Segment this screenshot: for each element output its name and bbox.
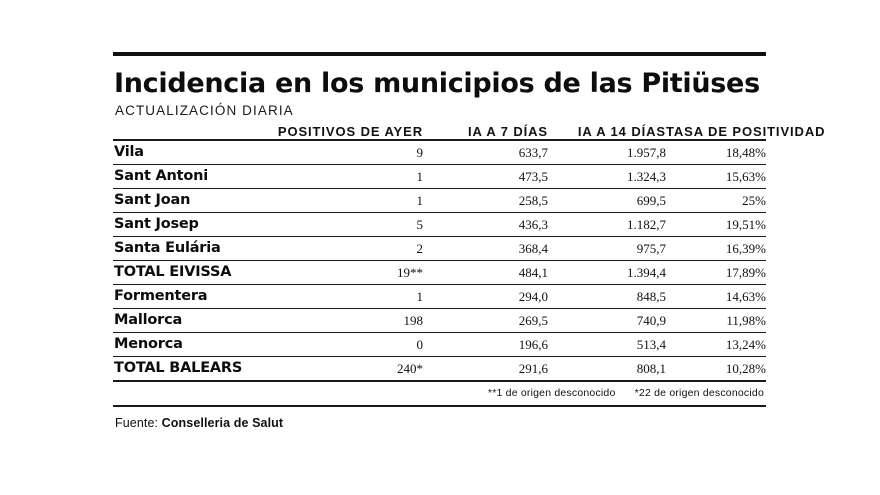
cell-ia14: 848,5 xyxy=(548,285,666,309)
cell-ia14: 1.957,8 xyxy=(548,140,666,165)
table-header xyxy=(113,124,826,140)
cell-ia7: 258,5 xyxy=(423,189,548,213)
cell-ia7: 368,4 xyxy=(423,237,548,261)
cell-municipality: Menorca xyxy=(113,333,263,357)
column-header-positivos: POSITIVOS DE AYER xyxy=(277,124,423,140)
cell-ia7: 196,6 xyxy=(423,333,548,357)
cell-tasa: 11,98% xyxy=(666,309,766,333)
cell-positivos: 1 xyxy=(263,189,423,213)
cell-tasa: 14,63% xyxy=(666,285,766,309)
cell-ia7: 473,5 xyxy=(423,165,548,189)
table-row-total-balears xyxy=(113,357,766,381)
table-header-row xyxy=(113,124,766,140)
cell-positivos: 2 xyxy=(263,237,423,261)
footnote-two: *22 de origen desconocido xyxy=(634,387,764,400)
footnotes xyxy=(113,382,766,405)
cell-ia7: 294,0 xyxy=(423,285,548,309)
cell-tasa: 19,51% xyxy=(666,213,766,237)
table-row xyxy=(113,189,766,213)
cell-ia14: 513,4 xyxy=(548,333,666,357)
table-body xyxy=(113,140,766,380)
cell-tasa: 15,63% xyxy=(666,165,766,189)
cell-positivos: 1 xyxy=(263,165,423,189)
table-row xyxy=(113,237,766,261)
table-row xyxy=(113,140,766,165)
footnote-one: **1 de origen desconocido xyxy=(487,387,616,400)
cell-positivos: 240* xyxy=(263,357,423,381)
cell-positivos: 19** xyxy=(263,261,423,285)
cell-municipality: Sant Joan xyxy=(113,189,263,213)
page-title: Incidencia en los municipios de las Pitiüses xyxy=(114,68,760,99)
top-divider xyxy=(113,52,766,56)
cell-ia14: 975,7 xyxy=(548,237,666,261)
cell-positivos: 198 xyxy=(263,309,423,333)
cell-ia14: 808,1 xyxy=(548,357,666,381)
table-row xyxy=(113,309,766,333)
column-header-ia7: IA A 7 DÍAS xyxy=(468,124,548,140)
cell-ia7: 633,7 xyxy=(423,140,548,165)
table-card xyxy=(113,52,826,431)
source-label: Fuente: xyxy=(115,416,159,431)
table-row-total-eivissa xyxy=(113,261,766,285)
cell-municipality: TOTAL BALEARS xyxy=(113,357,263,381)
table-row xyxy=(113,333,766,357)
cell-positivos: 5 xyxy=(263,213,423,237)
cell-ia14: 1.182,7 xyxy=(548,213,666,237)
cell-ia14: 699,5 xyxy=(548,189,666,213)
cell-ia7: 436,3 xyxy=(423,213,548,237)
cell-positivos: 1 xyxy=(263,285,423,309)
cell-positivos: 9 xyxy=(263,140,423,165)
cell-municipality: Formentera xyxy=(113,285,263,309)
cell-municipality: Santa Eulária xyxy=(113,237,263,261)
cell-ia7: 291,6 xyxy=(423,357,548,381)
cell-tasa: 16,39% xyxy=(666,237,766,261)
cell-municipality: Vila xyxy=(113,140,263,165)
cell-municipality: Sant Antoni xyxy=(113,165,263,189)
cell-ia7: 269,5 xyxy=(423,309,548,333)
table-row xyxy=(113,285,766,309)
cell-tasa: 18,48% xyxy=(666,140,766,165)
cell-ia7: 484,1 xyxy=(423,261,548,285)
cell-ia14: 1.324,3 xyxy=(548,165,666,189)
table-row xyxy=(113,213,766,237)
table-row xyxy=(113,165,766,189)
cell-municipality: TOTAL EIVISSA xyxy=(113,261,263,285)
cell-tasa: 25% xyxy=(666,189,766,213)
cell-positivos: 0 xyxy=(263,333,423,357)
cell-ia14: 740,9 xyxy=(548,309,666,333)
cell-tasa: 10,28% xyxy=(666,357,766,381)
cell-municipality: Sant Josep xyxy=(113,213,263,237)
column-header-municipality xyxy=(113,124,263,140)
cell-ia14: 1.394,4 xyxy=(548,261,666,285)
column-header-tasa: TASA DE POSITIVIDAD xyxy=(666,124,826,140)
cell-tasa: 13,24% xyxy=(666,333,766,357)
incidence-table xyxy=(113,124,826,380)
source-value: Conselleria de Salut xyxy=(161,416,284,431)
cell-tasa: 17,89% xyxy=(666,261,766,285)
column-header-ia14: IA A 14 DÍAS xyxy=(577,124,666,140)
source-line xyxy=(113,407,766,430)
cell-municipality: Mallorca xyxy=(113,309,263,333)
page-subtitle: ACTUALIZACIÓN DIARIA xyxy=(115,103,294,119)
